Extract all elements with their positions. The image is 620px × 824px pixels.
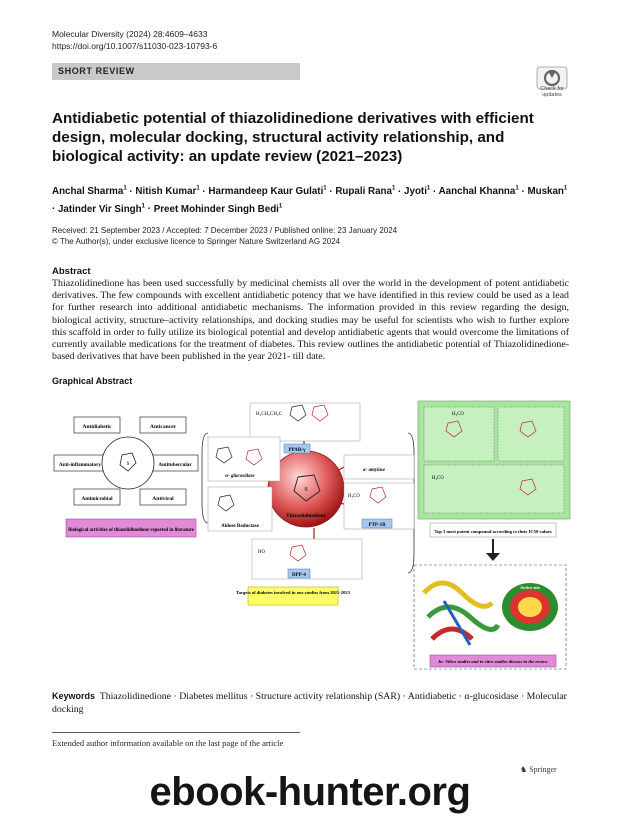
footnote-rule	[52, 732, 300, 733]
author-list: Anchal Sharma$^1$ · Nitish Kumar$^1$ · Harmandeep Kaur Gulati$^1$ · Rupali Rana$^1$ · Jyoti$^1$ · Aanchal Khanna$^1$ · Muskan$^1$ · Jatinder Vir Singh$^1$ · Preet Mohinder Singh Bedi$^1$	[52, 186, 568, 215]
doi-link[interactable]: https://doi.org/10.1007/s11030-023-10793-6	[52, 41, 218, 51]
keyword[interactable]: Thiazolidinedione	[99, 691, 172, 702]
graphical-abstract-heading: Graphical Abstract	[52, 376, 133, 386]
svg-text:H₃CO: H₃CO	[348, 494, 360, 499]
insilico-caption: In- Silico studies and in vitro studies discuss in the review	[438, 659, 548, 664]
author[interactable]: Muskan$^1$	[527, 186, 568, 198]
activity-label: Antimicrobial	[81, 496, 113, 502]
activities-caption: Biological activities of thiazolidinedione reported in literature	[68, 528, 194, 533]
svg-text:H₃CO: H₃CO	[452, 412, 464, 417]
author[interactable]: Nitish Kumar$^1$	[135, 186, 200, 198]
target-label: α- glucosidase	[225, 474, 255, 479]
svg-text:HO: HO	[258, 550, 265, 555]
center-label: Thiazolidinedione	[286, 513, 326, 519]
svg-text:S: S	[304, 487, 308, 493]
activity-label: Antiviral	[152, 496, 174, 502]
springer-horse-icon: ♞	[520, 765, 528, 774]
svg-text:H₃CO: H₃CO	[432, 476, 444, 481]
svg-text:Active site: Active site	[520, 585, 540, 590]
keyword[interactable]: Molecular docking	[52, 691, 567, 715]
abstract-heading: Abstract	[52, 266, 91, 277]
docking-panel	[414, 565, 566, 669]
activities-cluster	[54, 417, 198, 537]
graphical-abstract-figure	[52, 393, 572, 675]
check-for-updates-label: Check for updates	[540, 86, 564, 98]
footnote: Extended author information available on the last page of the article	[52, 738, 284, 748]
activity-label: Antidiabetic	[82, 424, 112, 430]
targets-caption: Targets of diabetes involved in our studies from 2021-2023	[236, 590, 350, 595]
author[interactable]: Preet Mohinder Singh Bedi$^1$	[153, 203, 283, 215]
abstract-text: Thiazolidinedione has been used successfully by medicinal chemists all over the world in the development of potent antidiabetic derivatives. The few compounds with excellent antidiabetic potency that we have identified in this review could be used as a lead for further research into additional antidiabetic mechanisms. The information provided in this review regarding the design, biological activity, structure–activity relationships, and docking studies may be useful for scientists who wish to further explore this scaffold in order to fully utilize its biological potential and develop antidiabetic agents that would overcome the limitations of currently available medications for the treatment of diabetes. This review outlines the antidiabetic potential of Thiazolidinedione-based derivatives that have been published in the year 2021- till date.	[52, 278, 569, 363]
svg-text:S: S	[126, 462, 130, 467]
keyword[interactable]: Antidiabetic	[407, 691, 457, 702]
section-label: SHORT REVIEW	[58, 66, 135, 76]
targets-wheel	[208, 403, 414, 605]
journal-info	[52, 28, 217, 52]
active-site-inner	[518, 597, 542, 617]
svg-text:H₃CH₂CH₂C: H₃CH₂CH₂C	[256, 412, 283, 417]
author[interactable]: Jyoti$^1$	[404, 186, 431, 198]
target-label: DPP-4	[292, 573, 306, 578]
keywords-label: Keywords	[52, 691, 96, 701]
activity-label: Antitubercular	[158, 462, 192, 468]
keyword[interactable]: Diabetes mellitus	[179, 691, 248, 702]
history-dates: Received: 21 September 2023 / Accepted: 7 December 2023 / Published online: 23 January 2024	[52, 226, 398, 235]
author[interactable]: Rupali Rana$^1$	[335, 186, 396, 198]
keyword[interactable]: Structure activity relationship (SAR)	[255, 691, 401, 702]
article-title: Antidiabetic potential of thiazolidinedione derivatives with efficient design, molecular docking, structural activity relationship, and biological activity: an update review (2021–2023)	[52, 110, 534, 165]
target-label: α- amylase	[362, 468, 386, 473]
section-bar	[52, 63, 300, 80]
keywords: Keywords Thiazolidinedione · Diabetes mellitus · Structure activity relationship (SAR) · Antidiabetic · α-glucosidase · Molecular docking	[52, 691, 567, 715]
watermark: ebook-hunter.org	[149, 770, 471, 814]
publication-dates	[52, 225, 572, 247]
author[interactable]: Aanchal Khanna$^1$	[438, 186, 519, 198]
target-label: PPAR-γ	[288, 448, 306, 453]
target-label: PTP-1B	[368, 523, 386, 528]
publisher-name: Springer	[529, 765, 557, 774]
top-compounds-panel	[418, 401, 570, 561]
activity-label: Anti-inflammatory	[58, 462, 102, 468]
activity-label: Anticancer	[150, 424, 176, 430]
author[interactable]: Harmandeep Kaur Gulati$^1$	[208, 186, 327, 198]
author[interactable]: Anchal Sharma$^1$	[52, 186, 127, 198]
target-label: Aldose Reductase	[221, 524, 259, 529]
keyword[interactable]: α-glucosidase	[464, 691, 519, 702]
top3-caption: Top 3 most potent compound according to their IC50 values	[434, 529, 552, 534]
copyright: © The Author(s), under exclusive licence to Springer Nature Switzerland AG 2024	[52, 237, 341, 246]
author[interactable]: Jatinder Vir Singh$^1$	[57, 203, 145, 215]
journal-citation: Molecular Diversity (2024) 28:4609–4633	[52, 29, 208, 39]
